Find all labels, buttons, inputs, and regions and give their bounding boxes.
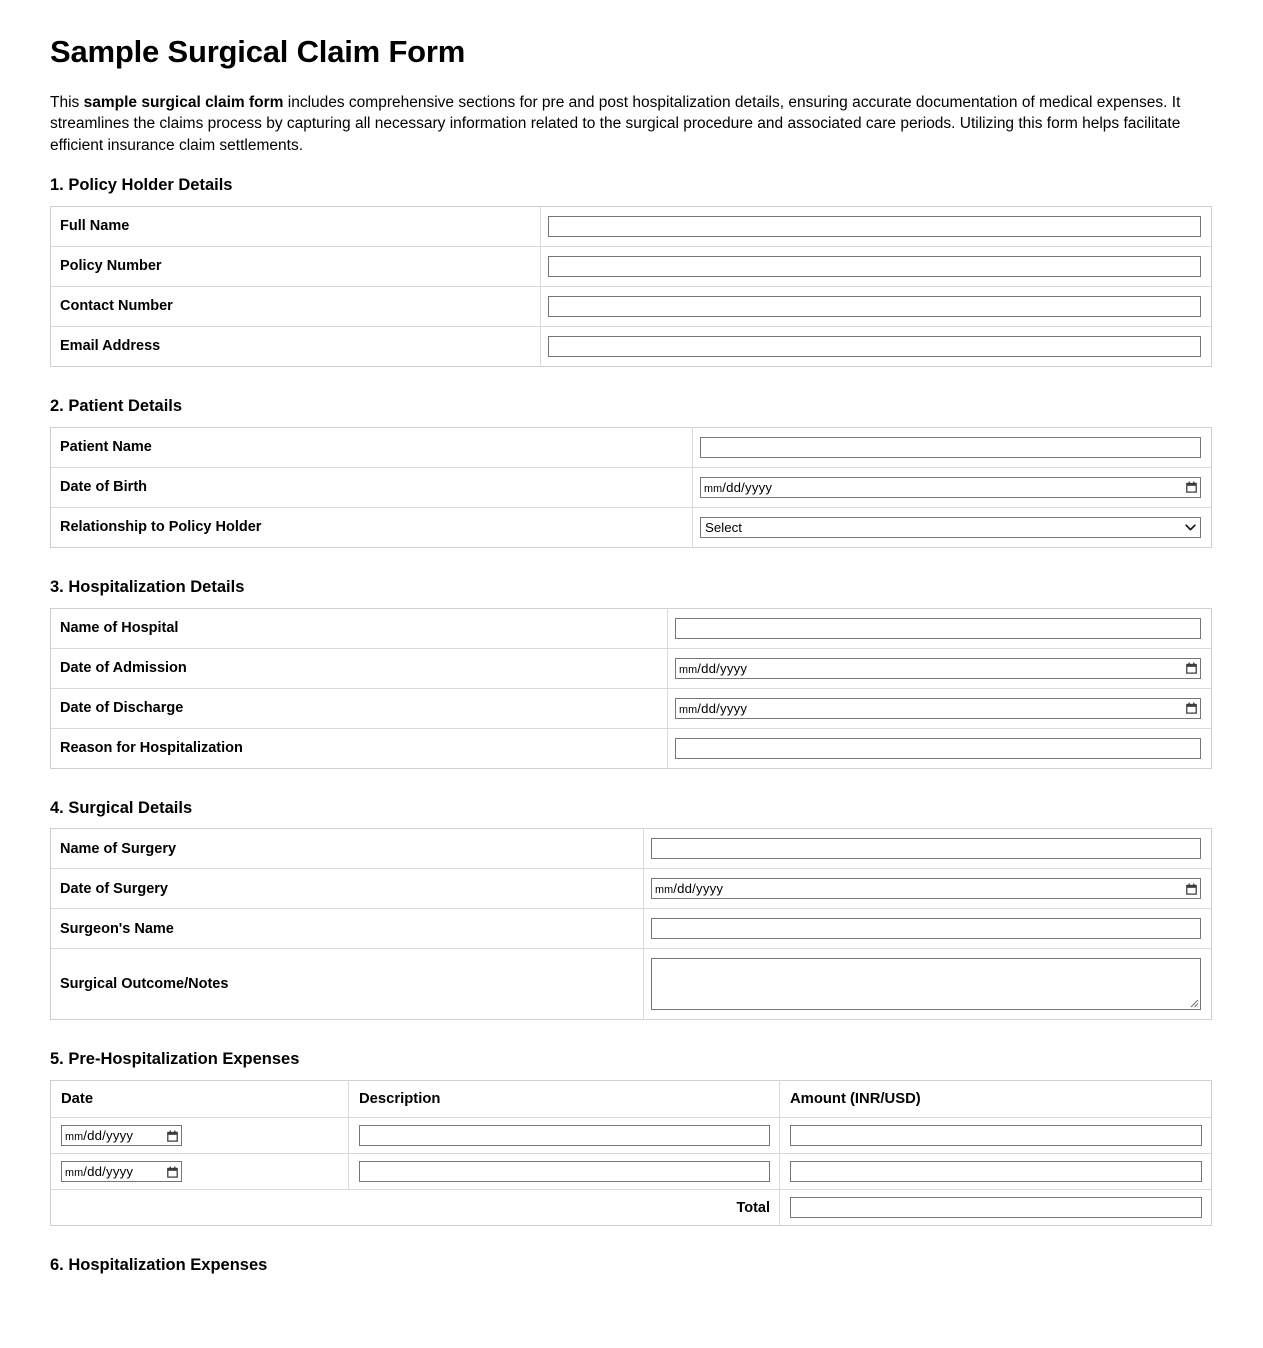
chevron-down-icon[interactable] [1185,524,1196,531]
row-label-date-of-discharge: Date of Discharge [51,688,668,728]
intro-rest: includes comprehensive sections for pre and post hospitalization details, ensuring accurate documentation of medical expenses. It streamlines the claims process by capturing all necessary information related to the surgical procedure and associated care periods. Utilizing this form helps facilitate efficient insurance claim settlements. [50,93,1181,154]
section-heading-hospitalization: 3. Hospitalization Details [50,577,245,596]
field-cell-date-of-admission [668,648,1212,688]
table-row [51,467,1212,507]
table-row [51,206,1212,246]
total-label: Total [349,1190,780,1226]
expense-amount-input-1[interactable] [790,1125,1202,1146]
row-label-date-of-birth: Date of Birth [51,467,693,507]
section-surgical-details [50,799,1213,1021]
email-address-input[interactable] [548,336,1201,357]
patient-details-table [50,427,1212,548]
row-label-email-address: Email Address [51,326,541,366]
table-row [51,688,1212,728]
table-row [51,829,1212,869]
field-cell-surgeons-name [644,909,1212,949]
table-row [51,427,1212,467]
section-heading-hospitalization-expenses: 6. Hospitalization Expenses [50,1256,268,1275]
field-cell-name-of-surgery [644,829,1212,869]
table-row [51,1118,1212,1154]
contact-number-input[interactable] [548,296,1201,317]
table-row [51,326,1212,366]
row-label-relationship: Relationship to Policy Holder [51,507,693,547]
row-label-full-name: Full Name [51,206,541,246]
date-of-discharge-input[interactable] [675,698,1201,719]
row-label-name-of-hospital: Name of Hospital [51,608,668,648]
expense-description-input-2[interactable] [359,1161,770,1182]
section-heading-patient: 2. Patient Details [50,396,183,415]
date-placeholder-text: mm/dd/yyyy [65,1128,134,1144]
name-of-surgery-input[interactable] [651,838,1201,859]
expense-date-input-1[interactable] [61,1125,182,1146]
row-label-surgical-outcome-notes: Surgical Outcome/Notes [51,949,644,1020]
table-row [51,286,1212,326]
date-placeholder-text: mm/dd/yyyy [65,1164,134,1180]
expense-description-cell-1 [349,1118,780,1154]
resize-handle-icon[interactable] [1188,997,1199,1008]
section-heading-pre-hospitalization-expenses: 5. Pre-Hospitalization Expenses [50,1050,300,1069]
expense-amount-cell-1 [780,1118,1212,1154]
section-heading-policy-holder: 1. Policy Holder Details [50,176,233,195]
row-label-name-of-surgery: Name of Surgery [51,829,644,869]
table-row [51,648,1212,688]
surgical-outcome-notes-textarea[interactable] [651,958,1201,1010]
table-row [51,949,1212,1020]
surgical-details-table [50,828,1212,1020]
field-cell-date-of-birth [693,467,1212,507]
field-cell-relationship [693,507,1212,547]
total-spacer-cell [51,1190,349,1226]
table-row [51,909,1212,949]
date-of-admission-input[interactable] [675,658,1201,679]
calendar-icon[interactable] [1186,662,1197,674]
field-cell-email-address [541,326,1212,366]
calendar-icon[interactable] [167,1130,178,1142]
expense-amount-cell-2 [780,1154,1212,1190]
field-cell-policy-number [541,246,1212,286]
field-cell-date-of-surgery [644,869,1212,909]
policy-holder-table [50,206,1212,367]
expense-date-input-2[interactable] [61,1161,182,1182]
total-amount-input[interactable] [790,1197,1202,1218]
intro-lead: This [50,93,84,111]
expense-description-cell-2 [349,1154,780,1190]
row-label-date-of-admission: Date of Admission [51,648,668,688]
section-policy-holder-details [50,176,1213,367]
row-label-patient-name: Patient Name [51,427,693,467]
calendar-icon[interactable] [1186,481,1197,493]
column-header-date: Date [51,1081,349,1118]
field-cell-date-of-discharge [668,688,1212,728]
bottom-spacer [50,1306,1213,1348]
calendar-icon[interactable] [1186,702,1197,714]
relationship-select[interactable] [700,517,1201,538]
field-cell-contact-number [541,286,1212,326]
table-row [51,728,1212,768]
expense-amount-input-2[interactable] [790,1161,1202,1182]
calendar-icon[interactable] [167,1166,178,1178]
field-cell-surgical-outcome-notes [644,949,1212,1020]
expense-description-input-1[interactable] [359,1125,770,1146]
row-label-contact-number: Contact Number [51,286,541,326]
intro-paragraph [50,92,1213,157]
pre-hospitalization-expenses-table [50,1080,1212,1226]
total-amount-cell [780,1190,1212,1226]
date-placeholder-text: mm/dd/yyyy [679,700,748,716]
date-placeholder-text: mm/dd/yyyy [655,881,724,897]
policy-number-input[interactable] [548,256,1201,277]
date-of-surgery-input[interactable] [651,878,1201,899]
patient-name-input[interactable] [700,437,1201,458]
calendar-icon[interactable] [1186,883,1197,895]
row-label-policy-number: Policy Number [51,246,541,286]
row-label-surgeons-name: Surgeon's Name [51,909,644,949]
intro-bold-phrase: sample surgical claim form [83,93,284,111]
page-title: Sample Surgical Claim Form [50,34,466,69]
section-patient-details [50,397,1213,548]
field-cell-patient-name [693,427,1212,467]
name-of-hospital-input[interactable] [675,618,1201,639]
full-name-input[interactable] [548,216,1201,237]
hospitalization-details-table [50,608,1212,769]
expense-date-cell-2 [51,1154,349,1190]
table-row [51,1154,1212,1190]
column-header-amount: Amount (INR/USD) [780,1081,1212,1118]
expense-date-cell-1 [51,1118,349,1154]
section-hospitalization-expenses [50,1256,1213,1276]
date-placeholder-text: mm/dd/yyyy [704,479,773,495]
column-header-description: Description [349,1081,780,1118]
section-heading-surgical: 4. Surgical Details [50,798,193,817]
date-of-birth-input[interactable] [700,477,1201,498]
field-cell-full-name [541,206,1212,246]
row-label-date-of-surgery: Date of Surgery [51,869,644,909]
reason-for-hospitalization-input[interactable] [675,738,1201,759]
date-placeholder-text: mm/dd/yyyy [679,660,748,676]
section-hospitalization-details [50,578,1213,769]
table-row [51,507,1212,547]
table-row [51,608,1212,648]
table-row-total [51,1190,1212,1226]
surgeons-name-input[interactable] [651,918,1201,939]
row-label-reason-for-hospitalization: Reason for Hospitalization [51,728,668,768]
table-row [51,869,1212,909]
relationship-select-value: Select [705,519,742,535]
table-row [51,246,1212,286]
field-cell-reason-for-hospitalization [668,728,1212,768]
section-pre-hospitalization-expenses [50,1050,1213,1226]
field-cell-name-of-hospital [668,608,1212,648]
table-header-row [51,1081,1212,1118]
